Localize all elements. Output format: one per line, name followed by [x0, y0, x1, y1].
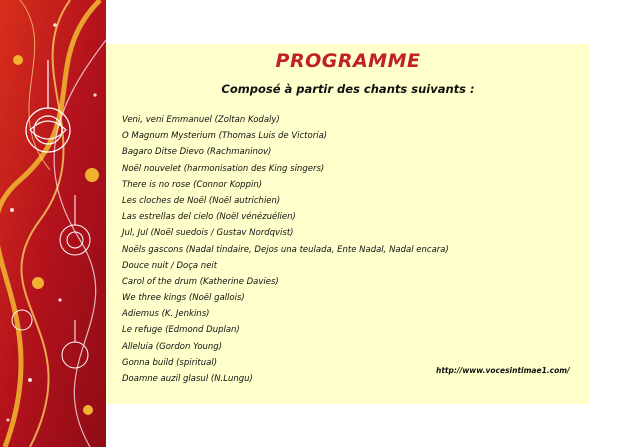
song-item: Alleluia (Gordon Young) — [122, 341, 223, 352]
christmas-decoration-strip — [0, 0, 106, 447]
song-item: Doamne auzil glasul (N.Lungu) — [122, 374, 253, 384]
song-item: Adiemus (K. Jenkins) — [122, 309, 210, 320]
song-item: O Magnum Mysterium (Thomas Luis de Victoria) — [122, 131, 328, 142]
programme-subtitle: Composé à partir des chants suivants : — [221, 82, 475, 96]
song-item: There is no rose (Connor Koppin) — [122, 179, 263, 190]
ornament-illustration — [0, 0, 106, 447]
song-item: Noël nouvelet (harmonisation des King singers) — [122, 163, 325, 174]
song-item: We three kings (Noël gallois) — [122, 293, 245, 304]
song-item: Carol of the drum (Katherine Davies) — [122, 276, 279, 287]
programme-title: PROGRAMME — [275, 50, 421, 72]
song-item: Veni, veni Emmanuel (Zoltan Kodaly) — [122, 115, 280, 125]
song-item: Las estrellas del cielo (Noël vénézuélien) — [122, 212, 296, 223]
website-link[interactable]: http://www.vocesintimae1.com/ — [436, 366, 570, 375]
song-item: Gonna build (spiritual) — [122, 357, 218, 368]
song-item: Douce nuit / Doça neit — [122, 260, 218, 271]
programme-panel — [106, 44, 590, 404]
song-item: Bagaro Ditse Dievo (Rachmaninov) — [122, 147, 272, 158]
song-item: Les cloches de Noël (Noël autrichien) — [122, 195, 281, 206]
song-item: Le refuge (Edmond Duplan) — [122, 325, 240, 336]
song-item: Jul, Jul (Noël suedois / Gustav Nordqvist) — [122, 228, 294, 239]
song-item: Noëls gascons (Nadal tindaire, Dejos una teulada, Ente Nadal, Nadal encara) — [122, 244, 449, 255]
song-list — [122, 112, 449, 387]
